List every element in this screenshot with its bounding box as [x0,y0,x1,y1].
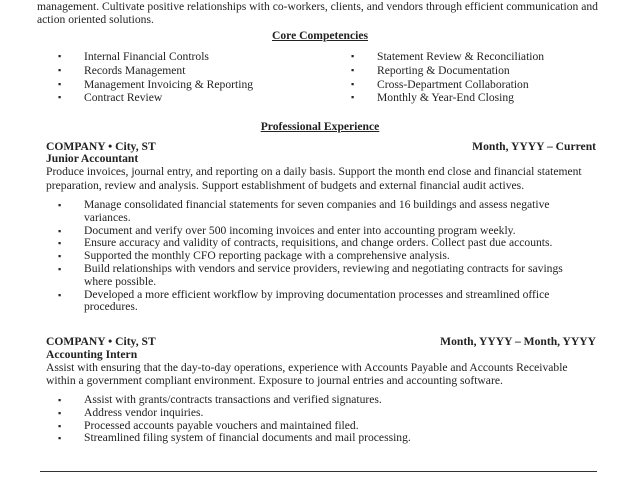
list-item: ▪ Cross-Department Collaboration [349,78,544,92]
list-item: ▪ Statement Review & Reconciliation [349,50,544,64]
list-item: ▪ Records Management [56,64,253,78]
list-item: ▪ Address vendor inquiries. [56,407,411,420]
list-item: ▪ Internal Financial Controls [56,50,253,64]
job-2-company: COMPANY • City, ST [46,335,156,348]
summary-line-2: action oriented solutions. [37,13,154,26]
job-2-desc-2: within a government compliant environment. Exposure to journal entries and accounting software. [46,374,503,387]
job-1-bullets [56,199,576,314]
job-2-desc-1: Assist with ensuring that the day-to-day operations, experience with Accounts Payable and Accounts Receivable [46,361,568,374]
list-item: ▪ Supported the monthly CFO reporting package with a comprehensive analysis. [56,250,576,263]
list-item: ▪ Assist with grants/contracts transactions and verified signatures. [56,394,411,407]
list-item: ▪ Document and verify over 500 incoming invoices and enter into accounting program weekly. [56,225,576,238]
list-item: ▪ Processed accounts payable vouchers and maintained filed. [56,420,411,433]
job-2-dates: Month, YYYY – Month, YYYY [440,335,596,348]
list-item: ▪ Contract Review [56,91,253,105]
list-item: ▪ Monthly & Year-End Closing [349,91,544,105]
core-competencies-heading: Core Competencies [271,29,369,42]
list-item: ▪ Developed a more efficient workflow by improving documentation processes and streamlined office procedures. [56,289,576,315]
list-item: ▪ Reporting & Documentation [349,64,544,78]
job-1-title: Junior Accountant [46,152,139,165]
job-1-dates: Month, YYYY – Current [472,140,596,153]
job-2-title: Accounting Intern [46,348,138,361]
summary-line-1: management. Cultivate positive relationships with co-workers, clients, and vendors through efficient communication and [37,0,598,13]
section-divider [40,471,597,472]
job-1-desc-1: Produce invoices, journal entry, and reporting on a daily basis. Support the month end close and financial statement [46,165,582,178]
job-1-desc-2: preparation, review and analysis. Support establishment of budgets and external financial audit actives. [46,179,525,192]
list-item: ▪ Build relationships with vendors and service providers, reviewing and negotiating contracts for savings where possible. [56,263,576,289]
competencies-left-list [56,50,253,105]
job-1-company: COMPANY • City, ST [46,140,156,153]
job-2-bullets [56,394,411,445]
competencies-right-list [349,50,544,105]
experience-heading: Professional Experience [260,120,380,133]
list-item: ▪ Management Invoicing & Reporting [56,78,253,92]
list-item: ▪ Streamlined filing system of financial documents and mail processing. [56,432,411,445]
list-item: ▪ Manage consolidated financial statements for seven companies and 16 buildings and assess negative variances. [56,199,576,225]
list-item: ▪ Ensure accuracy and validity of contracts, requisitions, and change orders. Collect past due accounts. [56,237,576,250]
